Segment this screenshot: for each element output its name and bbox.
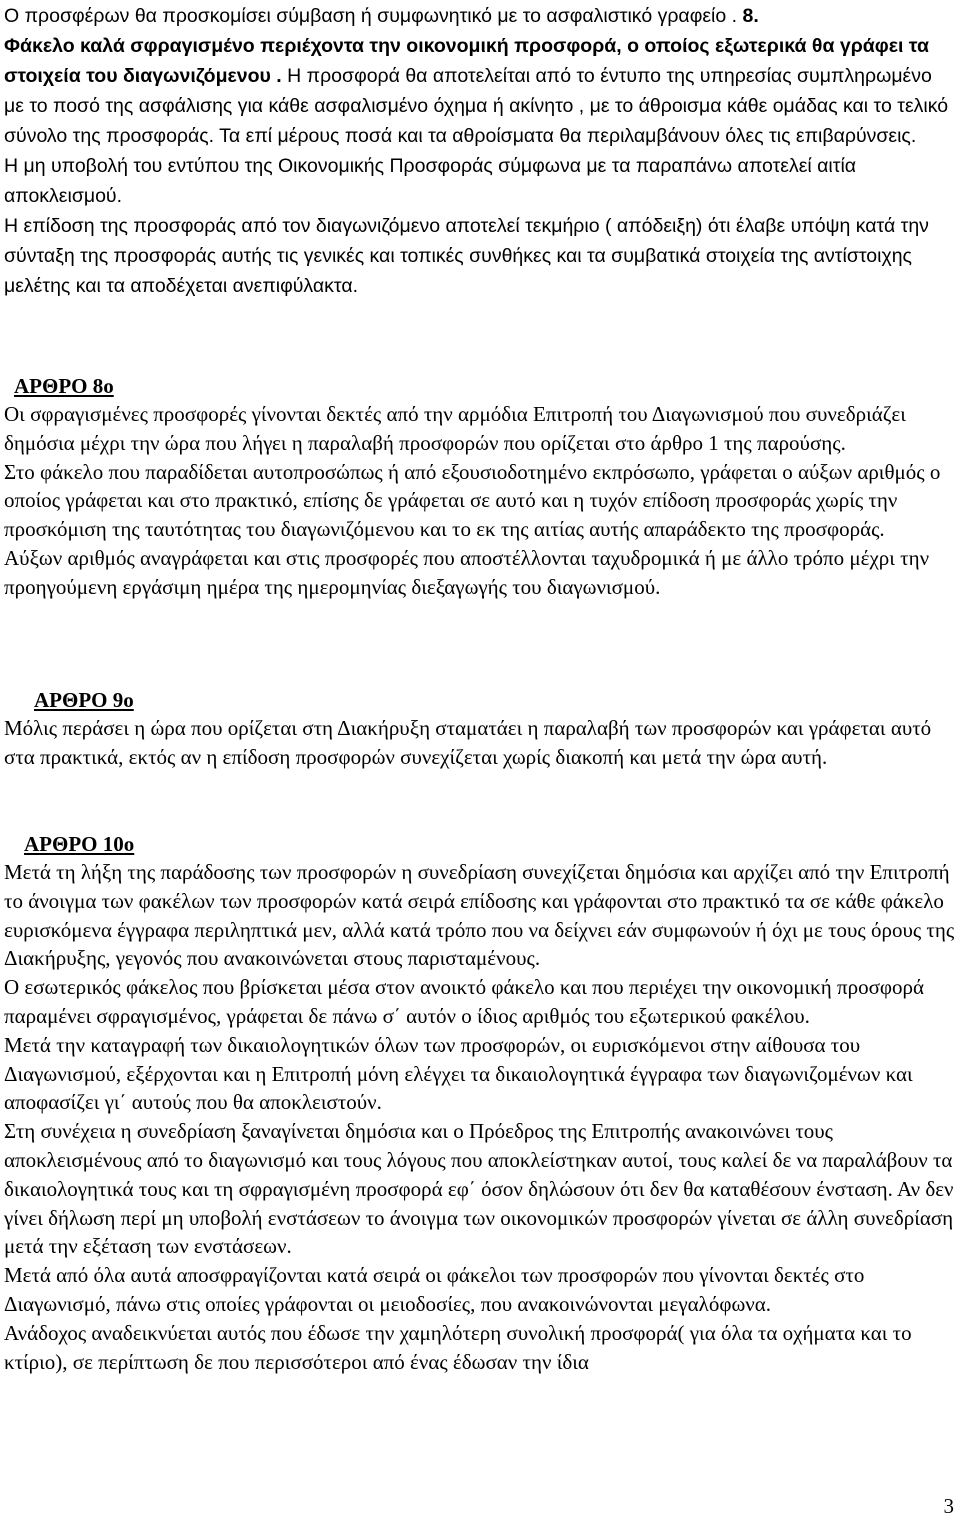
article-8-paragraph: Αύξων αριθμός αναγράφεται και στις προσφορές που αποστέλλονται ταχυδρομικά ή με άλλο τρόπο μέχρι την προηγούμενη εργάσιμη ημέρα της ημερομηνίας διεξαγωγής του διαγωνισμού. <box>4 545 930 599</box>
article-10-paragraph: Μετά την καταγραφή των δικαιολογητικών όλων των προσφορών, οι ευρισκόμενοι στην αίθουσα του Διαγωνισμού, εξέρχονται και η Επιτροπή μόνη ελέγχει τα δικαιολογητικά έγγραφα των διαγωνιζομένων και αποφασίζει γι΄ αυτούς που θα αποκλειστούν. <box>4 1032 913 1115</box>
intro-line1: Ο προσφέρων θα προσκομίσει σύμβαση ή συμφωνητικό με το ασφαλιστικό γραφείο . <box>4 5 743 27</box>
page-number: 3 <box>943 1494 954 1518</box>
envelope-instruction: Φάκελο καλά σφραγισμένο περιέχοντα την οικονομική προσφορά, ο οποίος εξωτερικά θα γράφει τα στοιχεία του διαγωνιζόμενου . <box>4 35 929 87</box>
article-10-paragraph: Στη συνέχεια η συνεδρίαση ξαναγίνεται δημόσια και ο Πρόεδρος της Επιτροπής ανακοινώνει τους αποκλεισμένους από το διαγωνισμό και τους λόγους που αποκλείστηκαν αυτοί, τους καλεί δε να παραλάβουν τα δικαιολογητικά τους και τη σφραγισμένη προσφορά εφ΄ όσον δηλώσουν ότι δεν θα καταθέσουν ένσταση. Αν δεν γίνει δήλωση περί μη υποβολή ενστάσεων το άνοιγμα των οικονομικών προσφορών γίνεται σε άλλη συνεδρίαση μετά την εξέταση των ενστάσεων. <box>4 1119 954 1259</box>
article-8-paragraph: Στο φάκελο που παραδίδεται αυτοπροσώπως ή από εξουσιοδοτημένο εκπρόσωπο, γράφεται ο αύξων αριθμός ο οποίος γράφεται και στο πρακτικό, επίσης δε γράφεται σε αυτό και η τυχόν επίδοση προσφοράς χωρίς την προσκόμιση της ταυτότητας του διαγωνιζόμενου και το εκ της αιτίας αυτής απαράδεκτο της προσφοράς. <box>4 459 941 542</box>
article-8-paragraph: Οι σφραγισμένες προσφορές γίνονται δεκτές από την αρμόδια Επιτροπή του Διαγωνισμού που συνεδριάζει δημόσια μέχρι την ώρα που λήγει η παραλαβή προσφορών που ορίζεται στο άρθρο 1 της παρούσης. <box>4 402 906 455</box>
article-9-heading: ΑΡΘΡΟ 9ο <box>34 688 134 712</box>
intro-section <box>4 0 956 301</box>
article-10-paragraph: Μετά τη λήξη της παράδοσης των προσφορών η συνεδρίαση συνεχίζεται δημόσια και αρχίζει από την Επιτροπή το άνοιγμα των φακέλων των προσφορών κατά σειρά επίδοσης και γράφονται στο πρακτικό τα σε κάθε φάκελο ευρισκόμενα έγγραφα περιληπτικά μεν, αλλά κατά τρόπο που να δείχνει εάν συμφωνούν ή όχι με τους όρους της Διακήρυξης, γεγονός που ανακοινώνεται στους παρισταμένους. <box>4 860 955 971</box>
article-9-body <box>4 714 956 772</box>
article-10-heading: ΑΡΘΡΟ 10ο <box>24 832 135 856</box>
article-10-paragraph: Ο εσωτερικός φάκελος που βρίσκεται μέσα στον ανοικτό φάκελο και που περιέχει την οικονομική προσφορά παραμένει σφραγισμένος, γράφεται δε πάνω σ΄ αυτόν ο ίδιος αριθμός του εξωτερικού φακέλου. <box>4 975 924 1028</box>
article-8-body <box>4 400 956 602</box>
offer-description: Η προσφορά θα αποτελείται από το έντυπο της υπηρεσίας συμπληρωμένο με το ποσό της ασφάλισης για κάθε ασφαλισμένο όχημα ή ακίνητο , με το άθροισμα κάθε ομάδας και το τελικό σύνολο της προσφοράς. Τα επί μέρους ποσά και τα αθροίσματα θα περιλαμβάνουν όλες τις επιβαρύνσεις. <box>4 65 949 147</box>
acceptance-paragraph: Η επίδοση της προσφοράς από τον διαγωνιζόμενο αποτελεί τεκμήριο ( απόδειξη) ότι έλαβε υπόψη κατά την σύνταξη της προσφοράς αυτής τις γενικές και τοπικές συνθήκες και τα συμβατικά στοιχεία της αντίστοιχης μελέτης και τα αποδέχεται ανεπιφύλακτα. <box>4 215 929 297</box>
exclusion-paragraph: Η μη υποβολή του εντύπου της Οικονομικής Προσφοράς σύμφωνα με τα παραπάνω αποτελεί αιτία αποκλεισμού. <box>4 155 857 207</box>
intro-paragraph <box>4 1 956 151</box>
article-10-paragraph: Ανάδοχος αναδεικνύεται αυτός που έδωσε την χαμηλότερη συνολική προσφορά( για όλα τα οχήματα και το κτίριο), σε περίπτωση δε που περισσότεροι από ένας έδωσαν την ίδια <box>4 1320 912 1374</box>
article-8-heading: ΑΡΘΡΟ 8ο <box>14 374 114 398</box>
article-10-body <box>4 858 956 1376</box>
article-10-paragraph: Μετά από όλα αυτά αποσφραγίζονται κατά σειρά οι φάκελοι των προσφορών που γίνονται δεκτές στο Διαγωνισμό, πάνω στις οποίες γράφονται οι μειοδοσίες, που ανακοινώνονται μεγαλόφωνα. <box>4 1263 865 1316</box>
article-9-paragraph: Μόλις περάσει η ώρα που ορίζεται στη Διακήρυξη σταματάει η παραλαβή των προσφορών και γράφεται αυτό στα πρακτικά, εκτός αν η επίδοση προσφορών συνεχίζεται χωρίς διακοπή και μετά την ώρα αυτή. <box>4 716 932 769</box>
item-number: 8. <box>742 5 759 27</box>
